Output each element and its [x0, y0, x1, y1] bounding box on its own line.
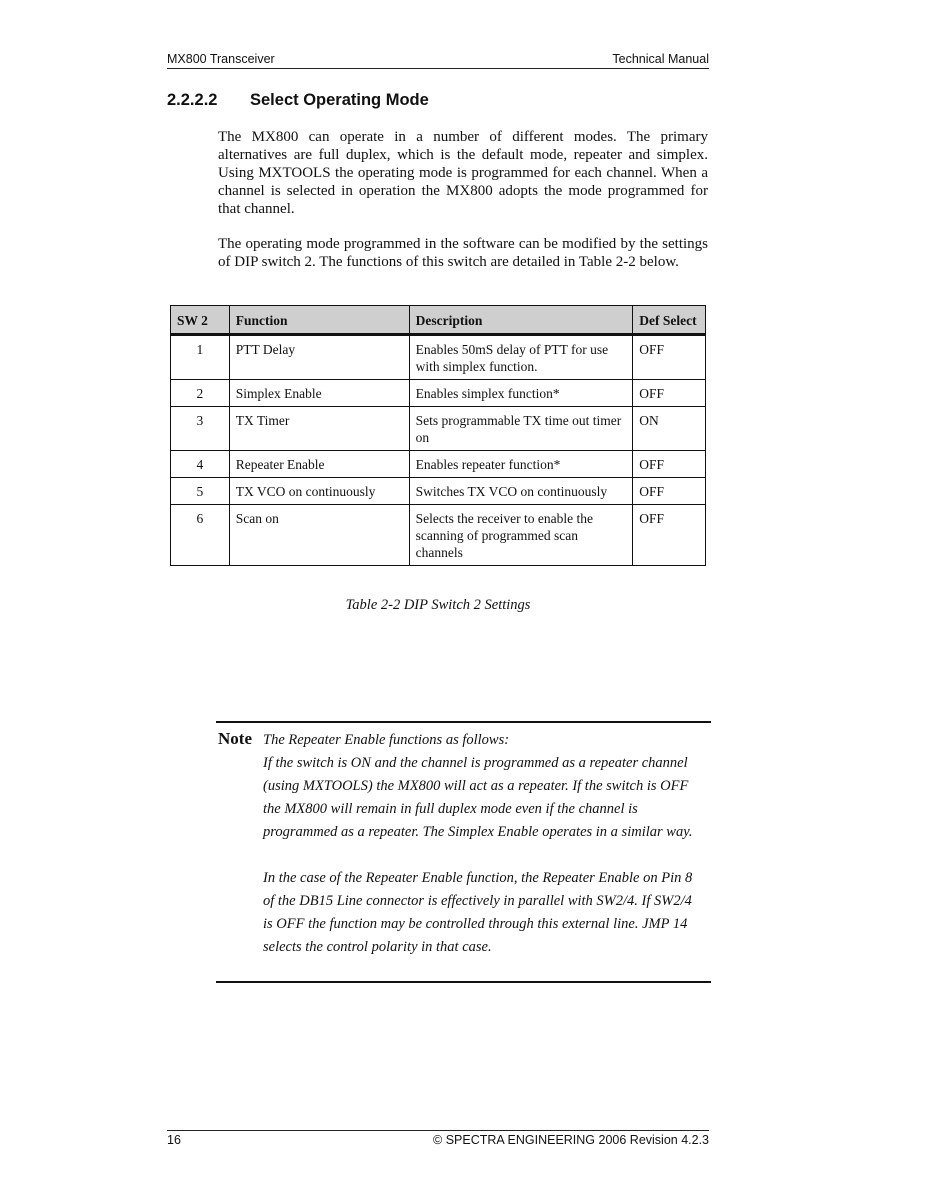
table-row — [171, 478, 706, 505]
col-header-sw: SW 2 — [171, 306, 230, 335]
section-title: Select Operating Mode — [250, 91, 429, 109]
cell-description: Switches TX VCO on continuously — [409, 478, 633, 505]
cell-description: Enables repeater function* — [409, 451, 633, 478]
cell-function: TX VCO on continuously — [229, 478, 409, 505]
table-header-row — [171, 306, 706, 335]
cell-sw: 5 — [171, 478, 230, 505]
cell-function: Simplex Enable — [229, 380, 409, 407]
cell-description: Selects the receiver to enable the scanning of programmed scan channels — [409, 505, 633, 566]
table-row — [171, 505, 706, 566]
table-caption: Table 2-2 DIP Switch 2 Settings — [345, 597, 531, 613]
cell-default: ON — [633, 407, 706, 451]
cell-description: Sets programmable TX time out timer on — [409, 407, 633, 451]
col-header-function: Function — [229, 306, 409, 335]
intro-paragraph: The MX800 can operate in a number of different modes. The primary alternatives are full duplex, which is the default mode, repeater and simplex. Using MXTOOLS the operating mode is programmed for each channel. When a channel is selected in operation the MX800 adopts the mode programmed for that channel. — [218, 129, 708, 217]
cell-sw: 1 — [171, 335, 230, 380]
section-heading — [167, 91, 429, 110]
cell-description: Enables simplex function* — [409, 380, 633, 407]
cell-default: OFF — [633, 451, 706, 478]
note-box — [216, 721, 711, 983]
table-row — [171, 335, 706, 380]
note-paragraph-1: If the switch is ON and the channel is programmed as a repeater channel (using MXTOOLS) the MX800 will act as a repeater. If the switch is OFF the MX800 will remain in full duplex mode even if the channel is programmed as a repeater. The Simplex Enable operates in a similar way. — [263, 755, 693, 840]
note-body — [263, 729, 703, 959]
cell-default: OFF — [633, 380, 706, 407]
dip-switch-table — [170, 305, 706, 566]
cell-default: OFF — [633, 335, 706, 380]
page-number: 16 — [167, 1133, 181, 1147]
cell-sw: 4 — [171, 451, 230, 478]
cell-default: OFF — [633, 478, 706, 505]
table-row — [171, 380, 706, 407]
page-header — [167, 52, 709, 69]
cell-default: OFF — [633, 505, 706, 566]
header-doc-title: MX800 Transceiver — [167, 52, 275, 66]
table-row — [171, 407, 706, 451]
cell-function: TX Timer — [229, 407, 409, 451]
cell-sw: 3 — [171, 407, 230, 451]
note-label: Note — [218, 729, 252, 748]
footer-copyright: © SPECTRA ENGINEERING 2006 Revision 4.2.3 — [433, 1133, 709, 1147]
cell-description: Enables 50mS delay of PTT for use with simplex function. — [409, 335, 633, 380]
section-number: 2.2.2.2 — [167, 91, 218, 109]
page-footer — [167, 1130, 709, 1151]
col-header-description: Description — [409, 306, 633, 335]
cell-sw: 2 — [171, 380, 230, 407]
col-header-default: Def Select — [633, 306, 706, 335]
cell-function: Repeater Enable — [229, 451, 409, 478]
cell-sw: 6 — [171, 505, 230, 566]
header-manual-type: Technical Manual — [612, 52, 709, 66]
note-intro: The Repeater Enable functions as follows: — [263, 732, 510, 748]
dip-switch-paragraph: The operating mode programmed in the software can be modified by the settings of DIP switch 2. The functions of this switch are detailed in Table 2-2 below. — [218, 236, 708, 270]
note-paragraph-2: In the case of the Repeater Enable function, the Repeater Enable on Pin 8 of the DB15 Line connector is effectively in parallel with SW2/4. If SW2/4 is OFF the function may be controlled through this external line. JMP 14 selects the control polarity in that case. — [263, 870, 693, 955]
table-row — [171, 451, 706, 478]
cell-function: Scan on — [229, 505, 409, 566]
cell-function: PTT Delay — [229, 335, 409, 380]
